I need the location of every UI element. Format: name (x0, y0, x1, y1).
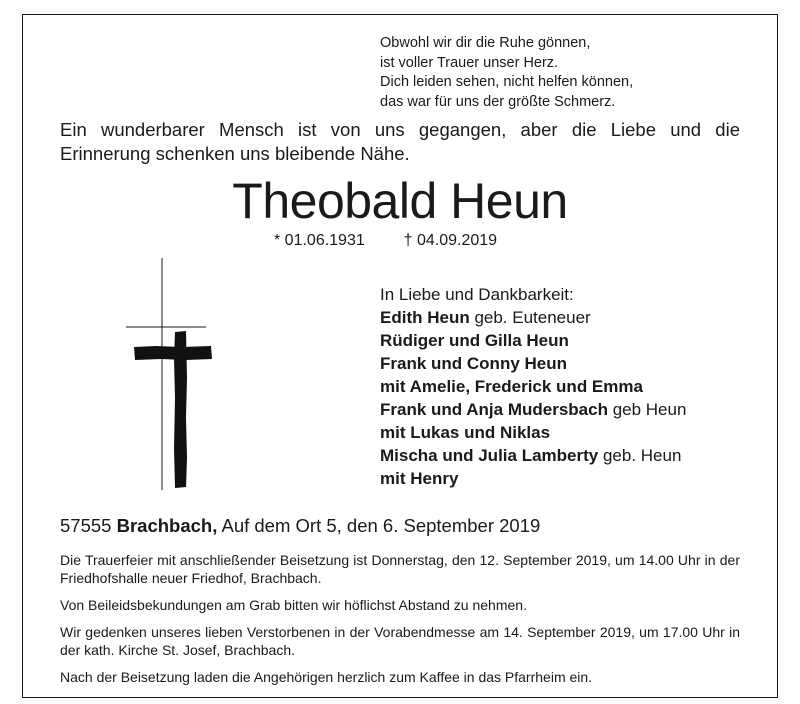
town: Brachbach, (116, 515, 218, 536)
poem-line: das war für uns der größte Schmerz. (380, 93, 616, 110)
mourner-name: Edith Heun (380, 308, 470, 327)
mourner-line (380, 329, 686, 352)
notes (60, 551, 740, 695)
mourners-list (380, 283, 686, 490)
note-paragraph: Die Trauerfeier mit anschließender Beisetzung ist Donnerstag, den 12. September 2019, um 14.00 Uhr in der Friedhofshalle neuer Friedhof, Brachbach. (60, 552, 740, 586)
poem-line: ist voller Trauer unser Herz. (380, 54, 559, 71)
note-paragraph: Von Beileidsbekundungen am Grab bitten wir höflichst Abstand zu nehmen. (60, 597, 527, 613)
mourners-heading: In Liebe und Dankbarkeit: (380, 285, 574, 304)
cross-icon (126, 258, 212, 490)
mourner-line (380, 398, 686, 421)
death-date: † 04.09.2019 (403, 232, 498, 249)
poem (380, 34, 633, 112)
place-and-date (60, 515, 540, 537)
mourner-line (380, 444, 686, 467)
mourner-name: Frank und Conny Heun (380, 354, 567, 373)
life-dates (274, 232, 497, 250)
mourner-line (380, 467, 686, 490)
mourner-name: Rüdiger und Gilla Heun (380, 331, 569, 350)
deceased-name: Theobald Heun (232, 173, 568, 229)
intro-line: Erinnerung schenken uns bleibende Nähe. (60, 143, 410, 164)
mourner-suffix: geb. Euteneuer (469, 308, 591, 327)
note-paragraph: Nach der Beisetzung laden die Angehörigen herzlich zum Kaffee in das Pfarrheim ein. (60, 669, 593, 685)
mourner-name: Mischa und Julia Lamberty (380, 446, 599, 465)
postal-code: 57555 (60, 515, 112, 536)
mourner-name: mit Lukas und Niklas (380, 423, 551, 442)
mourner-line (380, 352, 686, 375)
note-paragraph: Wir gedenken unseres lieben Verstorbenen in der Vorabendmesse am 14. September 2019, um 17.00 Uhr in der kath. Kirche St. Josef, Brachbach. (60, 624, 740, 658)
intro-line: Ein wunderbarer Mensch ist von uns gegangen, aber die Liebe und die (60, 119, 740, 140)
mourner-suffix: geb Heun (607, 400, 687, 419)
mourner-line (380, 375, 686, 398)
mourner-name: Frank und Anja Mudersbach (380, 400, 608, 419)
mourner-suffix: geb. Heun (598, 446, 682, 465)
address-date: Auf dem Ort 5, den 6. September 2019 (221, 515, 541, 536)
mourner-line (380, 421, 686, 444)
mourner-line (380, 306, 686, 329)
birth-date: * 01.06.1931 (274, 232, 365, 249)
mourner-name: mit Amelie, Frederick und Emma (380, 377, 643, 396)
poem-line: Obwohl wir dir die Ruhe gönnen, (380, 35, 591, 51)
poem-line: Dich leiden sehen, nicht helfen können, (380, 74, 634, 90)
intro-text (60, 118, 740, 166)
mourner-name: mit Henry (380, 469, 459, 488)
